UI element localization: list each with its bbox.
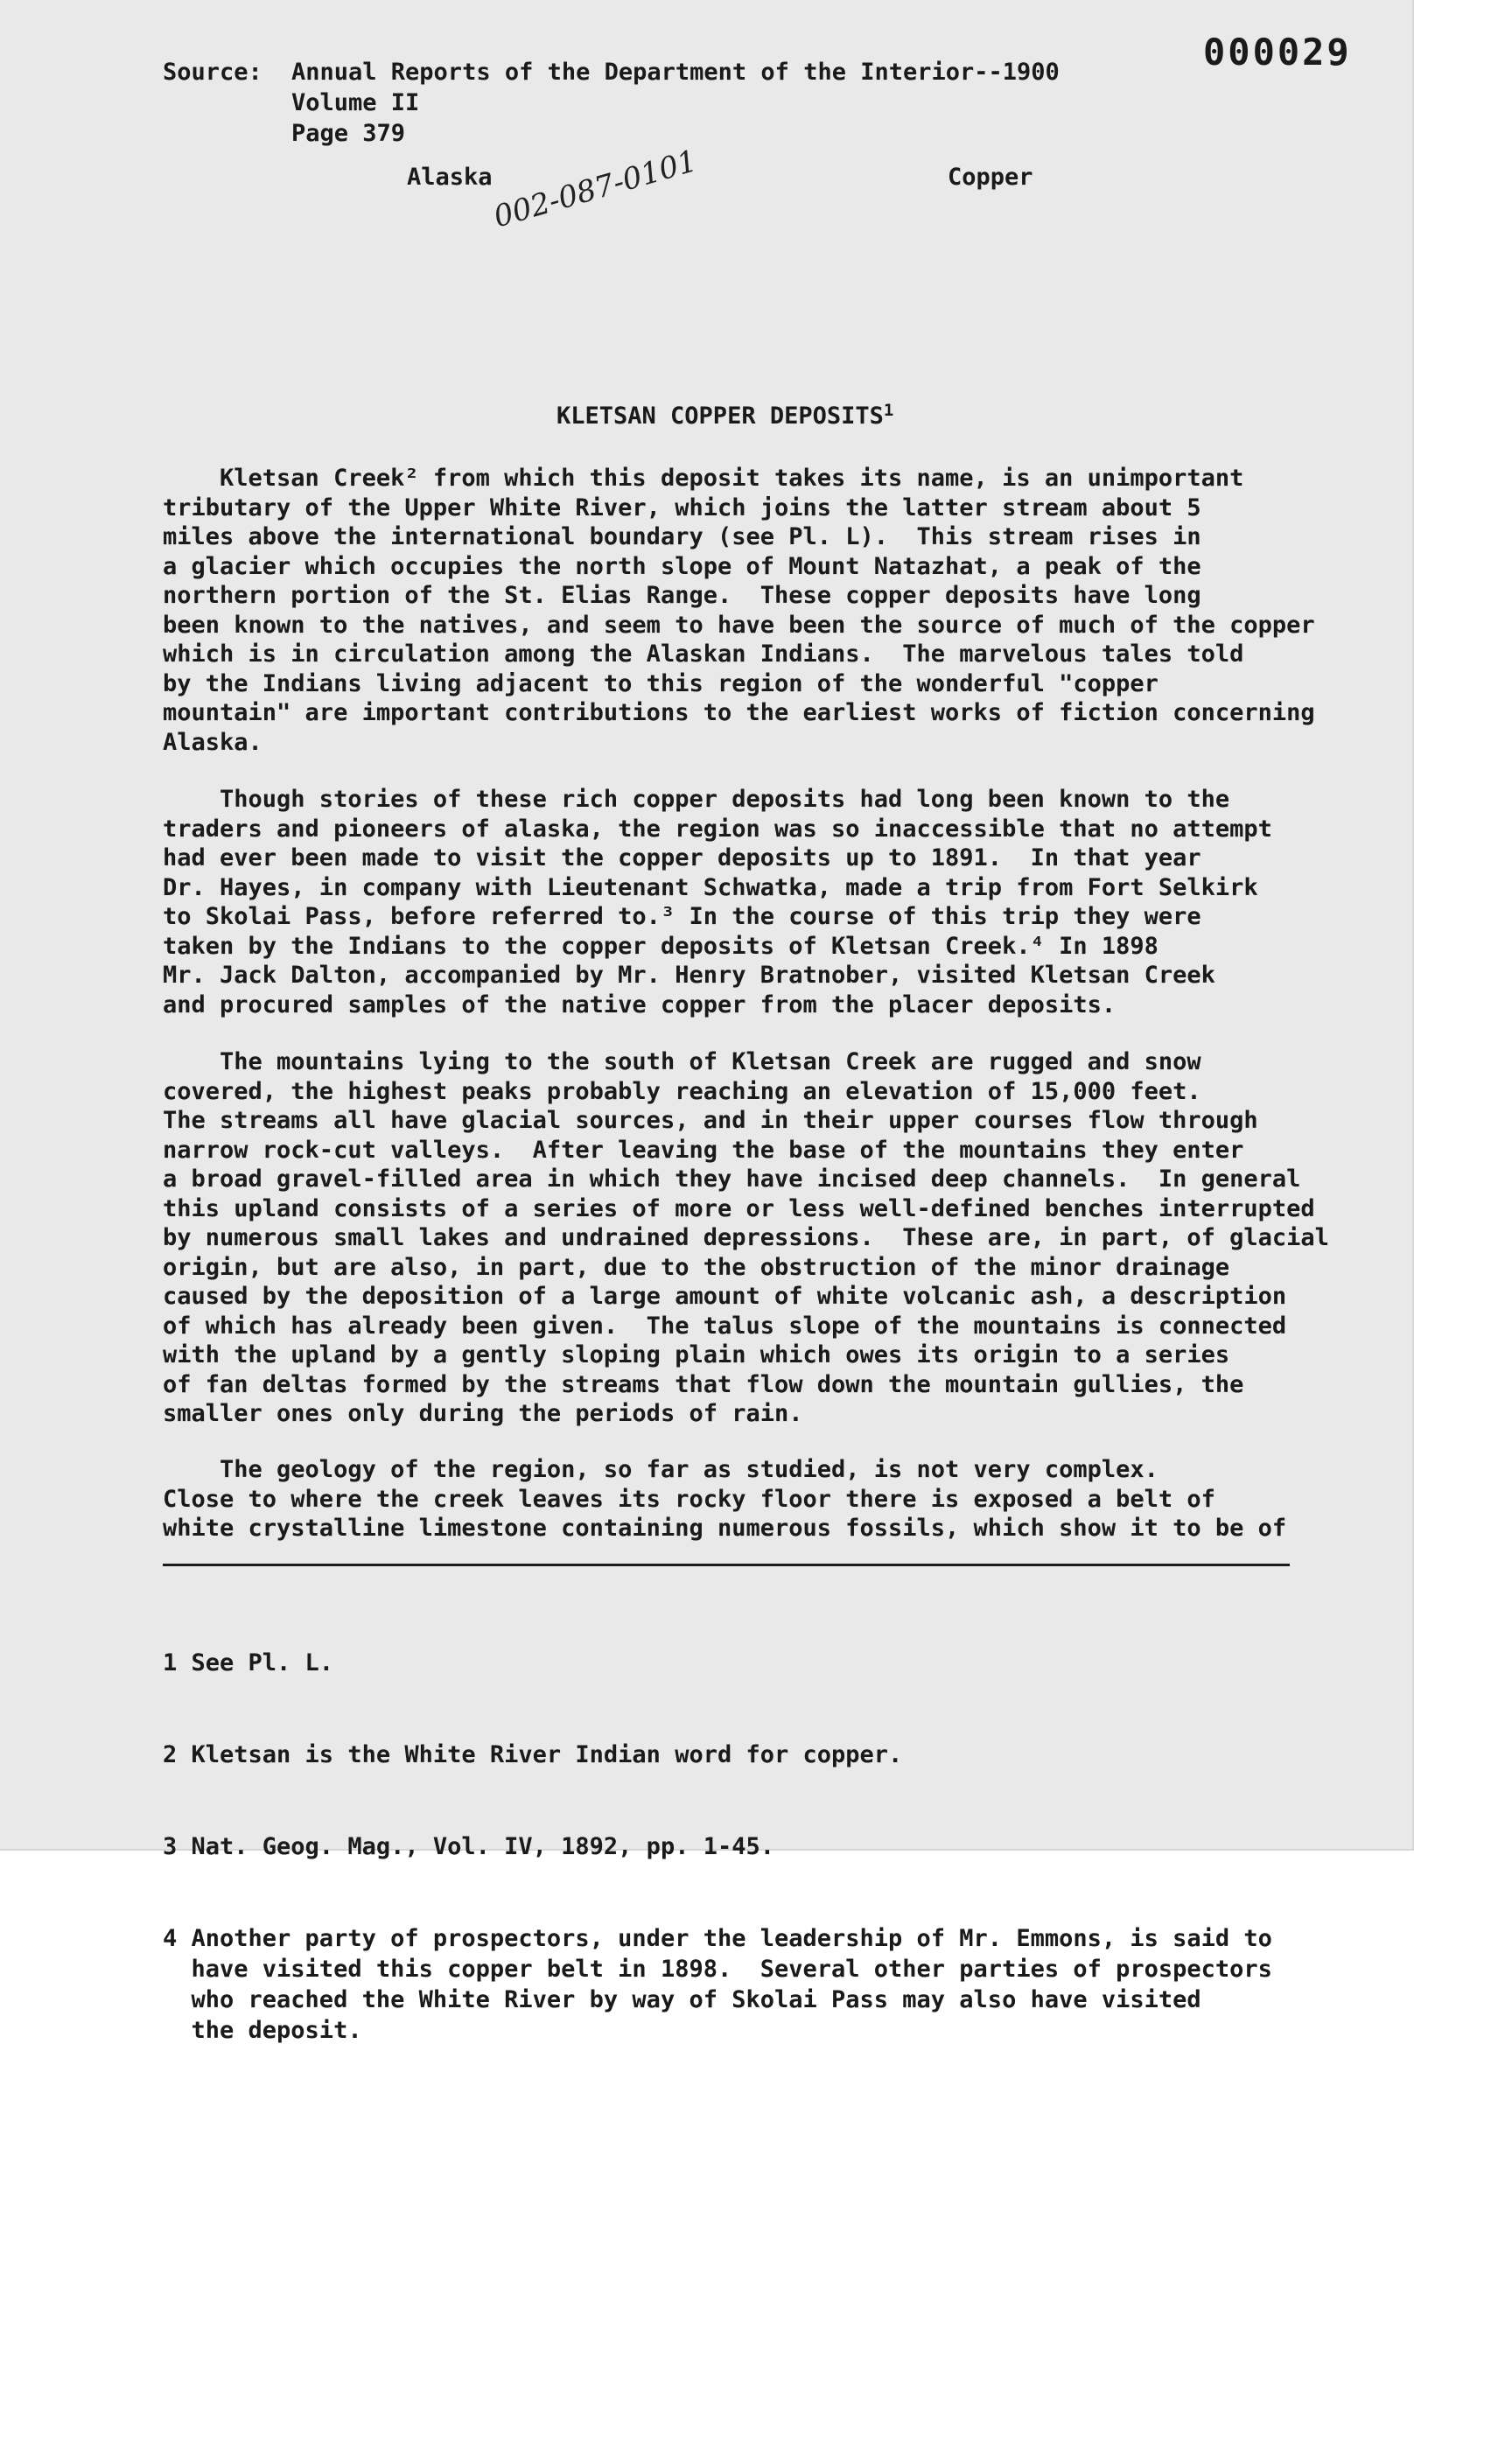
- document-title: [556, 402, 893, 430]
- footnote-divider: [163, 1564, 1290, 1566]
- source-value: Annual Reports of the Department of the Interior--1900: [291, 59, 1060, 86]
- footnote-2: 2 Kletsan is the White River Indian word for copper.: [163, 1741, 903, 1768]
- paragraph-1: Kletsan Creek² from which this deposit takes its name, is an unimportant tributary of the Upper White River, which joins the latter stream about 5 miles above the international boundary (see Pl. L). This stream rises in a glacier which occupies the north slope of Mount Natazhat, a peak of the northern portion of the St. Elias Range. These copper deposits have long been known to the natives, and seem to have been the source of much of the copper which is in circulation among the Alaskan Indians. The marvelous tales told by the Indians living adjacent to this region of the wonderful "copper mountain" are important contributions to the earliest works of fiction concerning Alaska.: [163, 465, 1315, 756]
- paragraph-2: Though stories of these rich copper deposits had long been known to the traders and pioneers of alaska, the region was so inaccessible that no attempt had ever been made to visit the copper deposits up to 1891. In that year Dr. Hayes, in company with Lieutenant Schwatka, made a trip from Fort Selkirk to Skolai Pass, before referred to.³ In the course of this trip they were taken by the Indians to the copper deposits of Kletsan Creek.⁴ In 1898 Mr. Jack Dalton, accompanied by Mr. Henry Bratnober, visited Kletsan Creek and procured samples of the native copper from the placer deposits.: [163, 786, 1272, 1018]
- document-stamp-number: 000029: [1203, 31, 1352, 74]
- source-page: Page 379: [291, 120, 406, 147]
- footnote-4: 4 Another party of prospectors, under the leadership of Mr. Emmons, is said to have visited this copper belt in 1898. Several other parties of prospectors who reached the White River by way of Skolai Pass may also have visited the deposit.: [163, 1925, 1272, 2044]
- footnote-1: 1 See Pl. L.: [163, 1649, 334, 1676]
- handwritten-file-number: 002-087-0101: [490, 144, 702, 235]
- source-volume: Volume II: [291, 89, 420, 116]
- paragraph-3: The mountains lying to the south of Kletsan Creek are rugged and snow covered, the highest peaks probably reaching an elevation of 15,000 feet. The streams all have glacial sources, and in their upper courses flow through narrow rock-cut valleys. After leaving the base of the mountains they enter a broad gravel-filled area in which they have incised deep channels. In general this upland consists of a series of more or less well-defined benches interrupted by numerous small lakes and undrained depressions. These are, in part, of glacial origin, but are also, in part, due to the obstruction of the minor drainage caused by the deposition of a large amount of white volcanic ash, a description of which has already been given. The talus slope of the mountains is connected with the upland by a gently sloping plain which owes its origin to a series of fan deltas formed by the streams that flow down the mountain gullies, the smaller ones only during the periods of rain.: [163, 1048, 1329, 1427]
- title-text: KLETSAN COPPER DEPOSITS: [556, 402, 884, 430]
- paragraph-4: The geology of the region, so far as studied, is not very complex. Close to where the creek leaves its rocky floor there is exposed a belt of white crystalline limestone containing numerous fossils, which show it to be of: [163, 1456, 1287, 1542]
- source-label: Source:: [163, 59, 262, 86]
- footnote-3: 3 Nat. Geog. Mag., Vol. IV, 1892, pp. 1-45.: [163, 1833, 774, 1860]
- footnotes: [163, 1586, 1272, 2107]
- title-footnote-mark: 1: [883, 401, 894, 420]
- commodity-label: Copper: [948, 164, 1033, 191]
- region-label: Alaska: [407, 164, 493, 191]
